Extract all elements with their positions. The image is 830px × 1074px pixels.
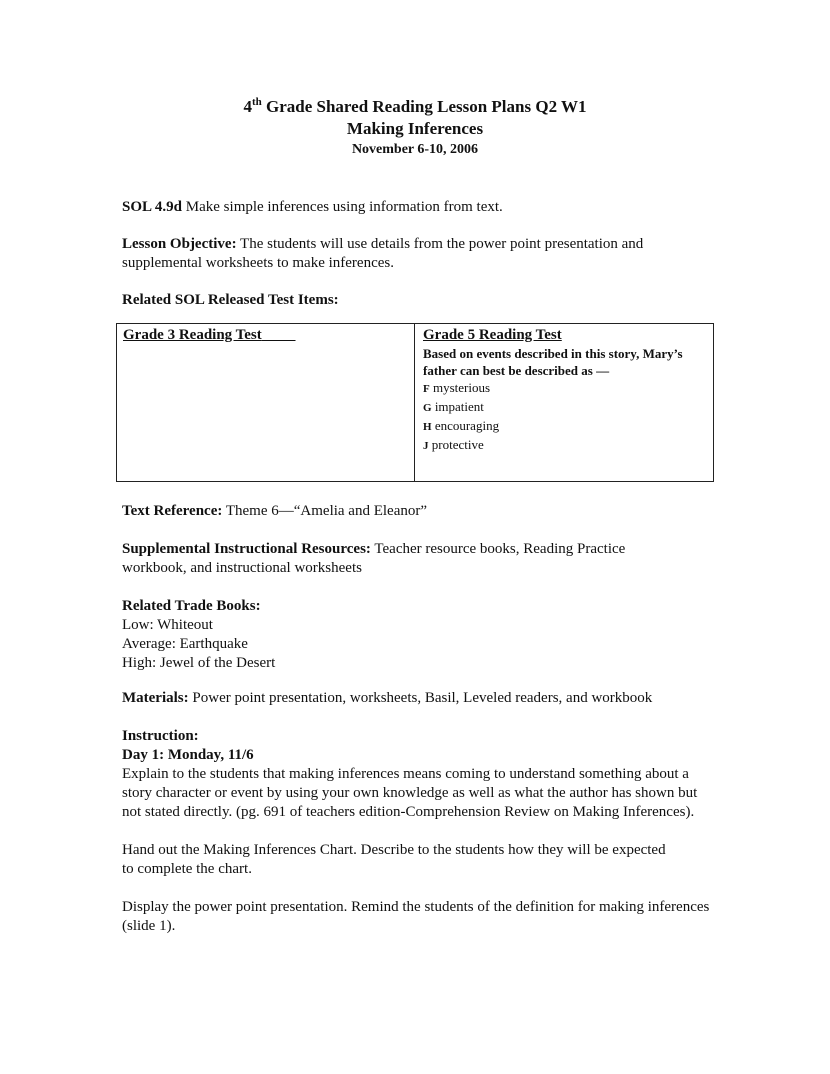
text-reference-label: Text Reference: — [122, 503, 223, 519]
related-trade-books — [122, 597, 722, 673]
title-subject: Making Inferences — [346, 119, 484, 138]
objective-text: The students will use details from the power point presentation and supplemental worksheets to make inferences. — [122, 236, 644, 271]
materials-label: Materials: — [122, 690, 189, 706]
supplemental-resources — [122, 540, 682, 578]
grade5-header: Grade 5 Reading Test — [423, 327, 562, 343]
day-heading: Day 1: Monday, 11/6 — [122, 747, 254, 763]
answer-option: F mysterious — [423, 380, 491, 395]
supplemental-label: Supplemental Instructional Resources: — [122, 541, 371, 557]
table-column-divider — [414, 324, 415, 481]
title-main — [0, 96, 830, 118]
text-reference-text: Theme 6—“Amelia and Eleanor” — [222, 503, 428, 519]
grade5-cell — [423, 326, 708, 455]
grade-number: 4 — [243, 97, 252, 116]
test-question: Based on events described in this story, Mary’s father can best be described as — — [423, 346, 683, 378]
instruction-paragraph: Hand out the Making Inferences Chart. Describe to the students how they will be expected to complete the chart. — [122, 842, 666, 877]
document-title — [0, 96, 830, 160]
title-rest: Grade Shared Reading Lesson Plans Q2 W1 — [261, 97, 587, 116]
supplemental-text: Teacher resource books, Reading Practice workbook, and instructional worksheets — [122, 541, 626, 576]
trade-book-item: Low: Whiteout — [122, 617, 213, 633]
answer-option: J protective — [423, 437, 484, 452]
released-test-items-table — [116, 323, 714, 482]
trade-book-item: Average: Earthquake — [122, 636, 248, 652]
lesson-objective — [122, 235, 712, 273]
sol-label: SOL 4.9d — [122, 199, 183, 215]
objective-label: Lesson Objective: — [122, 236, 237, 252]
grade3-header: Grade 3 Reading Test — [123, 327, 262, 343]
trade-book-item: High: Jewel of the Desert — [122, 655, 276, 671]
instruction-paragraph: Display the power point presentation. Remind the students of the definition for making inferences (slide 1). — [122, 899, 710, 934]
title-dates: November 6-10, 2006 — [351, 142, 479, 157]
sol-text: Make simple inferences using information from text. — [182, 199, 503, 215]
text-reference — [122, 502, 722, 521]
materials-text: Power point presentation, worksheets, Basil, Leveled readers, and workbook — [188, 690, 653, 706]
instruction-heading: Instruction: — [122, 728, 199, 744]
answer-option: G impatient — [423, 399, 484, 414]
grade3-cell — [123, 326, 408, 345]
trade-books-heading: Related Trade Books: — [122, 598, 261, 614]
answer-option: H encouraging — [423, 418, 500, 433]
materials — [122, 689, 742, 708]
instruction-section — [122, 727, 712, 936]
sol-statement — [122, 198, 722, 217]
related-sol-heading: Related SOL Released Test Items: — [122, 292, 339, 308]
instruction-paragraph: Explain to the students that making inferences means coming to understand something about a story character or event by using your own knowledge as well as what the author has shown but not stated directly. (pg. 691 of teachers edition-Comprehension Review on Making Inferences). — [122, 766, 698, 820]
grade-suffix: th — [251, 96, 262, 108]
